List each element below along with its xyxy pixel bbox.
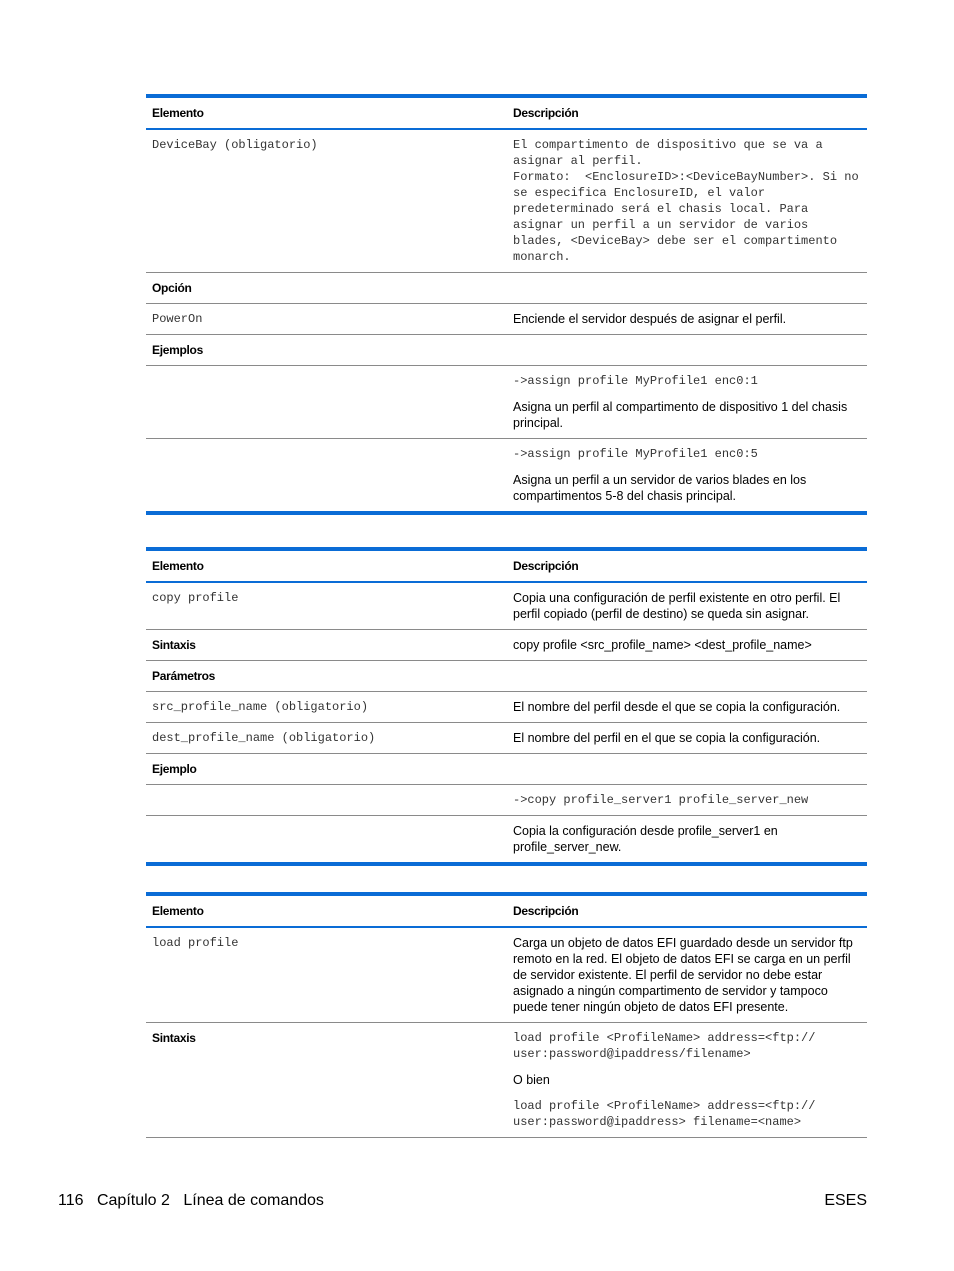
table-header [146, 98, 867, 130]
copy-name: copy profile [152, 591, 239, 605]
table-copy-profile [146, 547, 867, 866]
header-elemento: Elemento [152, 106, 204, 120]
section-row [146, 754, 867, 785]
dest-desc: El nombre del perfil en el que se copia la configuración. [513, 731, 821, 745]
src-desc: El nombre del perfil desde el que se copia la configuración. [513, 700, 841, 714]
section-row [146, 335, 867, 366]
option-label: Opción [152, 281, 192, 295]
page-number: 116 [58, 1192, 84, 1209]
example2-desc: Asigna un perfil a un servidor de varios blades en los compartimentos 5-8 del chasis principal. [513, 473, 807, 503]
section-title: Línea de comandos [183, 1192, 324, 1209]
poweron-name: PowerOn [152, 312, 203, 326]
example-cmd: ->copy profile_server1 profile_server_new [513, 793, 809, 807]
table-row [146, 366, 867, 439]
table-row [146, 692, 867, 723]
devicebay-name: DeviceBay (obligatorio) [152, 138, 318, 152]
table-row [146, 816, 867, 862]
table-assign-profile [146, 94, 867, 515]
table-row [146, 723, 867, 754]
language-code: ESES [824, 1192, 867, 1209]
example1-desc: Asigna un perfil al compartimento de dispositivo 1 del chasis principal. [513, 400, 848, 430]
section-row [146, 661, 867, 692]
syntax-cmd2: load profile <ProfileName> address=<ftp:// user:password@ipaddress> filename=<name> [513, 1099, 816, 1129]
syntax-cmd1: load profile <ProfileName> address=<ftp:// user:password@ipaddress/filename> [513, 1031, 816, 1061]
header-elemento: Elemento [152, 904, 204, 918]
poweron-desc: Enciende el servidor después de asignar el perfil. [513, 312, 787, 326]
header-descripcion: Descripción [513, 559, 579, 573]
table-row [146, 928, 867, 1023]
examples-label: Ejemplos [152, 343, 203, 357]
syntax-label: Sintaxis [152, 1031, 196, 1045]
syntax-or: O bien [513, 1073, 550, 1087]
chapter-label: Capítulo 2 [96, 1192, 170, 1209]
header-elemento: Elemento [152, 559, 204, 573]
copy-desc: Copia una configuración de perfil existente en otro perfil. El perfil copiado (perfil de destino) se queda sin asignar. [513, 591, 841, 621]
src-name: src_profile_name (obligatorio) [152, 700, 369, 714]
table-row [146, 304, 867, 335]
table-header [146, 551, 867, 583]
header-descripcion: Descripción [513, 904, 579, 918]
table-load-profile [146, 892, 867, 1138]
page-footer [58, 1191, 867, 1211]
dest-name: dest_profile_name (obligatorio) [152, 731, 376, 745]
table-row [146, 583, 867, 630]
table-row [146, 1023, 867, 1137]
params-label: Parámetros [152, 669, 216, 683]
load-name: load profile [152, 936, 239, 950]
section-row [146, 273, 867, 304]
example1-cmd: ->assign profile MyProfile1 enc0:1 [513, 374, 758, 388]
table-header [146, 896, 867, 928]
devicebay-desc: El compartimento de dispositivo que se va a asignar al perfil. Formato: <EnclosureID>:<DeviceBayNumber>. Si no se especifica EnclosureID, el valor predeterminado será el chasis local. Para asignar un perfil a un servidor de varios blades, <DeviceBay> debe ser el compartimento monarch. [513, 138, 859, 264]
syntax-label: Sintaxis [152, 638, 196, 652]
syntax-value: copy profile <src_profile_name> <dest_profile_name> [513, 638, 812, 652]
table-row [146, 130, 867, 273]
example-label: Ejemplo [152, 762, 197, 776]
example-desc: Copia la configuración desde profile_server1 en profile_server_new. [513, 824, 778, 854]
header-descripcion: Descripción [513, 106, 579, 120]
table-row [146, 439, 867, 511]
example2-cmd: ->assign profile MyProfile1 enc0:5 [513, 447, 758, 461]
table-row [146, 630, 867, 661]
table-row [146, 785, 867, 816]
load-desc: Carga un objeto de datos EFI guardado desde un servidor ftp remoto en la red. El objeto de datos EFI se carga en un perfil de servidor existente. El perfil de servidor no debe estar asignado a ningún compartimento de servidor y tampoco puede tener ningún objeto de datos EFI presente. [513, 936, 853, 1014]
